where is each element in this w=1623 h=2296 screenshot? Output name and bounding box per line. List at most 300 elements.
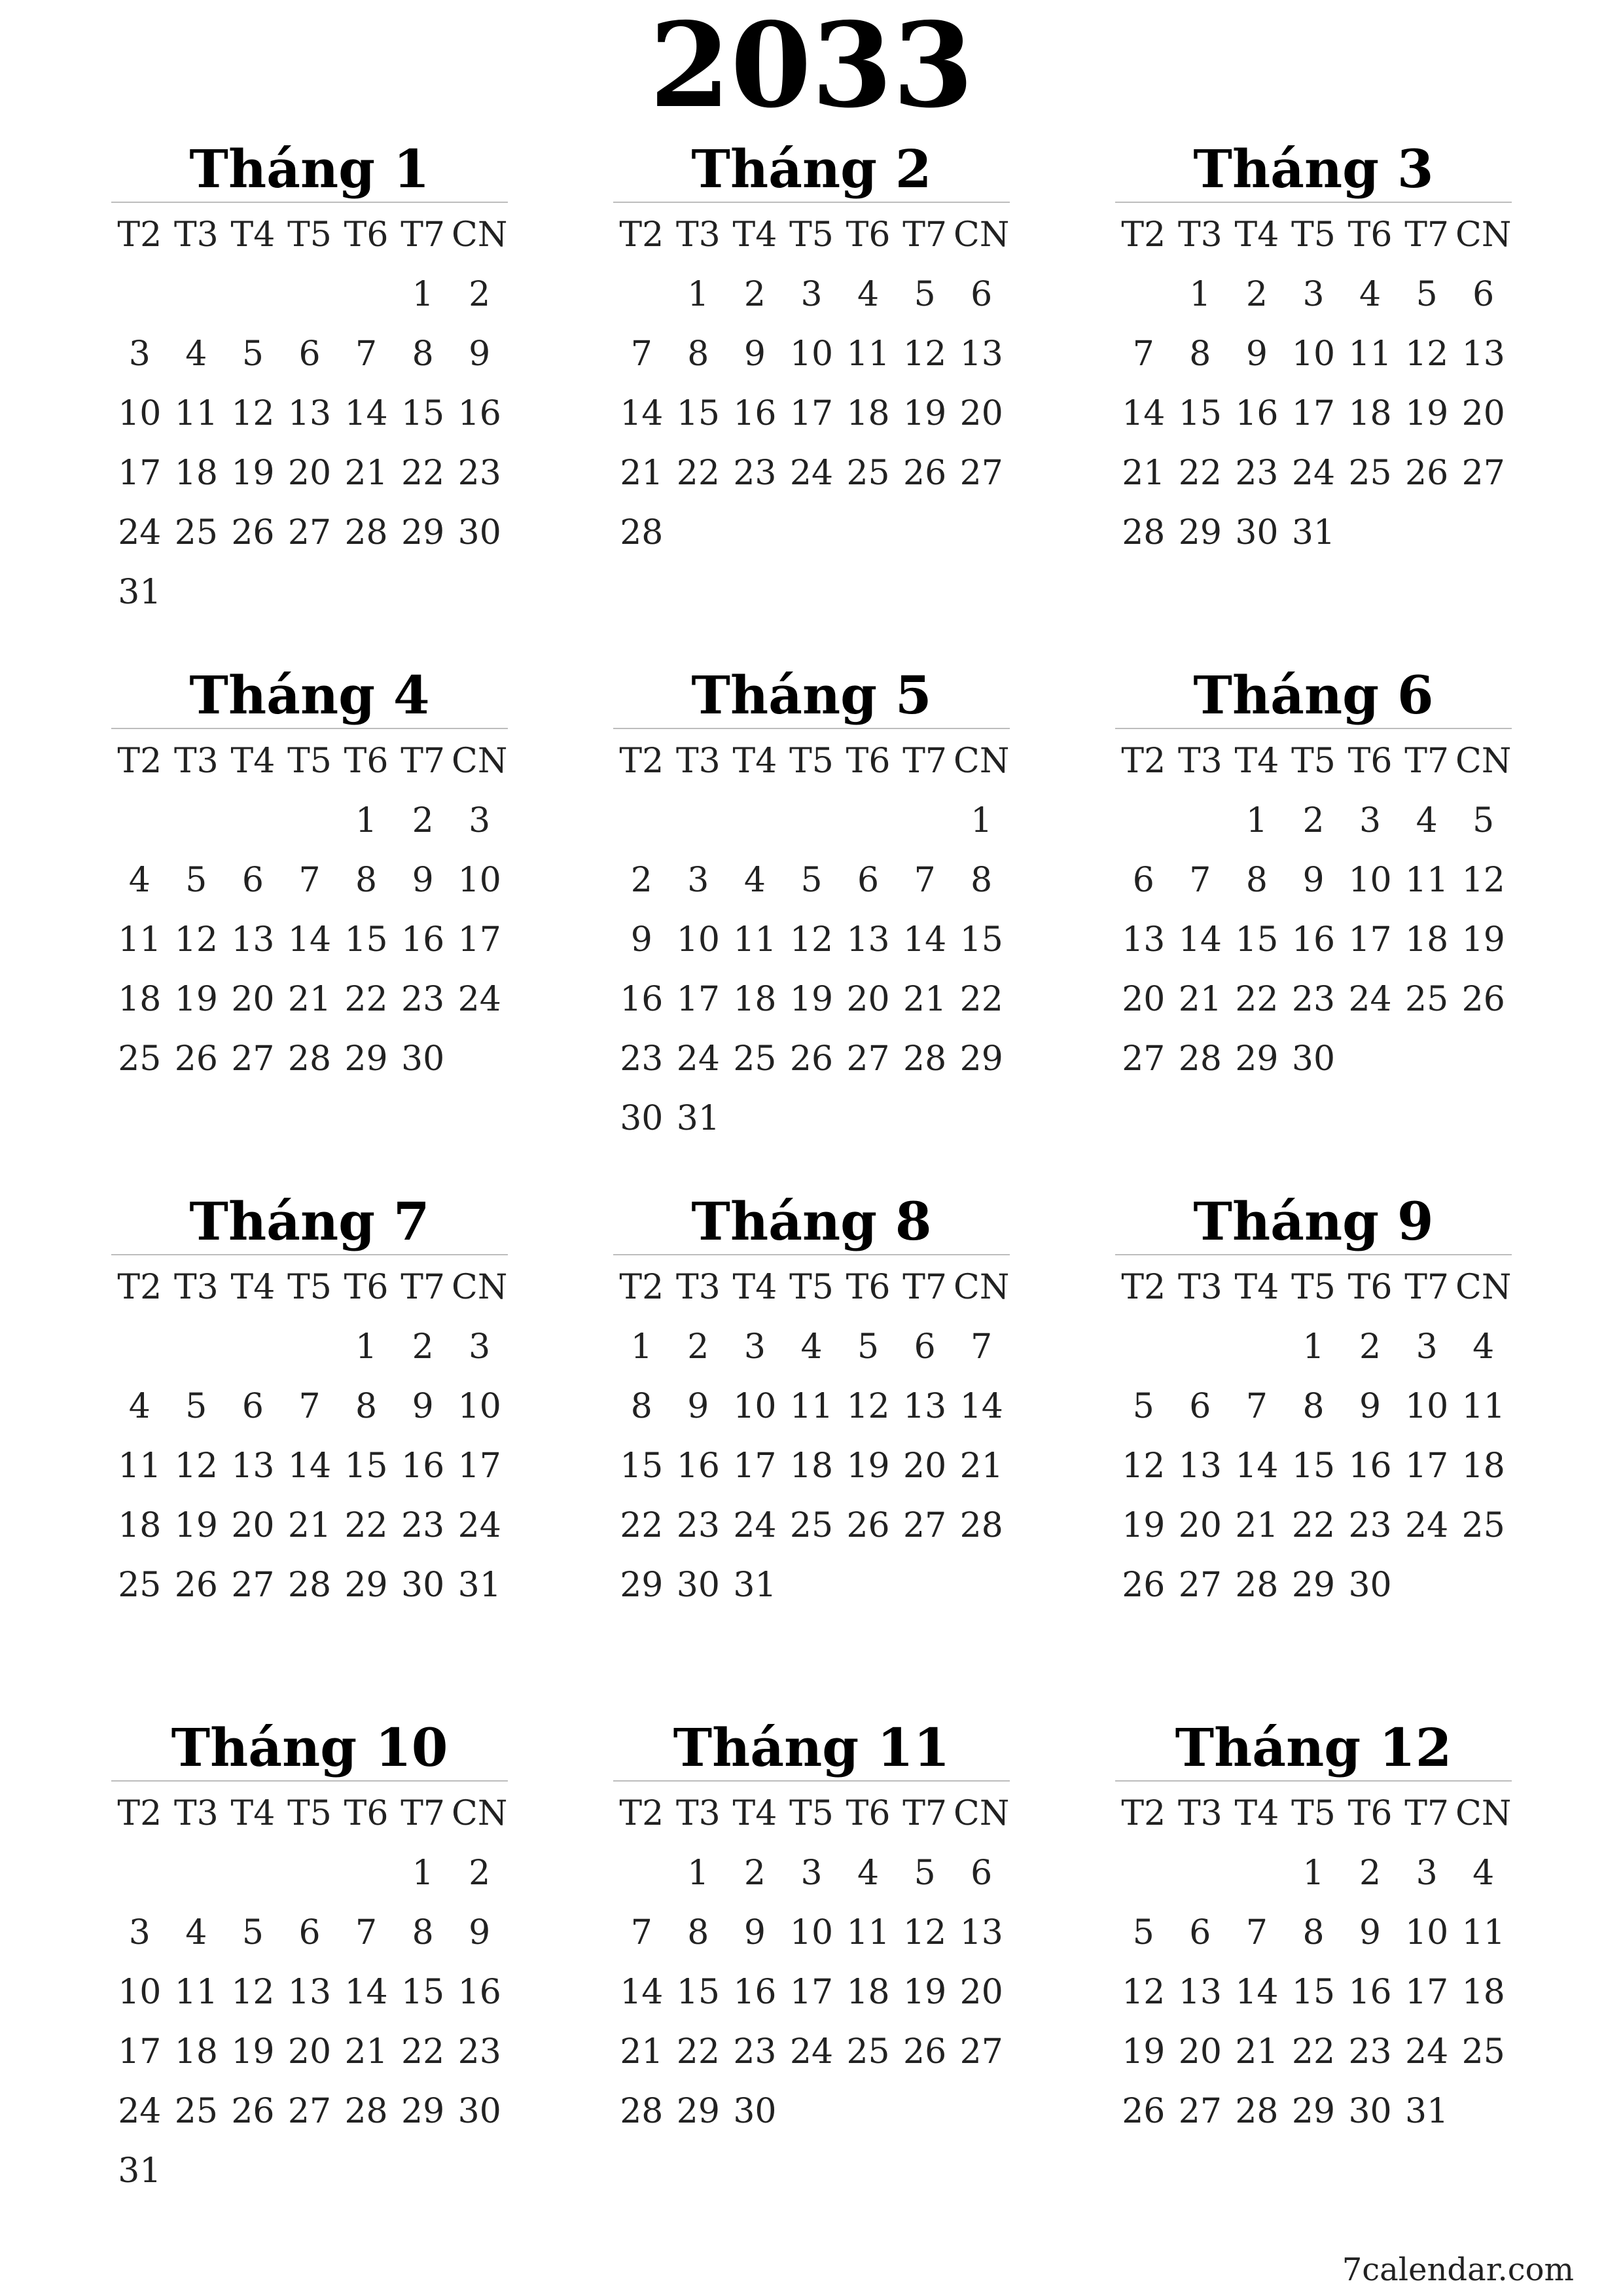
day-cell: 24 [1348,980,1392,1019]
day-cell: 29 [344,1039,388,1079]
day-cell: 10 [733,1387,777,1426]
day-cell: 19 [903,1973,947,2012]
day-cell: 26 [789,1039,834,1079]
day-cell: 16 [620,980,664,1019]
day-cell: 16 [457,394,501,433]
day-cell: 4 [1472,1327,1495,1367]
day-cell: 11 [1348,334,1392,374]
empty-day-cell [224,1318,281,1377]
month-title: Tháng 3 [1193,138,1434,200]
day-cell: 11 [174,1973,218,2012]
day-cell: 3 [1302,275,1325,314]
day-cell: 2 [1245,275,1268,314]
month-grid [613,1784,1010,2142]
day-cell: 20 [1461,394,1505,433]
weekday-header: T3 [173,1794,219,1833]
day-cell: 11 [789,1387,834,1426]
day-cell: 19 [231,2032,275,2072]
weekday-header: CN [1455,1794,1512,1833]
day-cell: 7 [355,1913,378,1952]
day-cell: 13 [1178,1973,1222,2012]
empty-day-cell [111,791,168,851]
day-cell: 24 [733,1506,777,1545]
month-grid [111,1258,508,1615]
day-cell: 11 [1461,1387,1505,1426]
day-cell: 23 [401,1506,445,1545]
day-cell: 26 [1122,1566,1166,1605]
day-cell: 16 [733,394,777,433]
day-cell: 24 [457,1506,501,1545]
day-cell: 9 [469,334,491,374]
day-cell: 3 [687,861,709,900]
day-cell: 1 [630,1327,652,1367]
day-cell: 13 [1122,920,1166,960]
empty-day-cell [1115,265,1172,325]
empty-day-cell [338,265,395,325]
day-cell: 8 [355,861,378,900]
day-cell: 24 [676,1039,720,1079]
day-cell: 3 [128,1913,151,1952]
day-cell: 22 [620,1506,664,1545]
day-cell: 28 [903,1039,947,1079]
weekday-header: T7 [902,1268,948,1307]
day-cell: 8 [630,1387,652,1426]
weekday-header: T4 [732,215,777,255]
day-cell: 5 [1132,1913,1154,1952]
weekday-header: T6 [846,1794,891,1833]
day-cell: 23 [1235,454,1279,493]
day-cell: 22 [344,1506,388,1545]
day-cell: 4 [857,1854,880,1893]
weekday-header: T3 [1177,1794,1222,1833]
day-cell: 21 [1122,454,1166,493]
day-cell: 5 [800,861,823,900]
weekday-header: T4 [230,215,276,255]
day-cell: 29 [1235,1039,1279,1079]
day-cell: 16 [401,1446,445,1486]
day-cell: 12 [174,1446,218,1486]
day-cell: 22 [401,454,445,493]
weekday-header: T4 [230,1794,276,1833]
day-cell: 17 [1348,920,1392,960]
day-cell: 19 [174,1506,218,1545]
day-cell: 25 [789,1506,834,1545]
weekday-header: T2 [117,742,162,781]
day-cell: 9 [743,334,766,374]
weekday-header: CN [452,1794,508,1833]
day-cell: 16 [401,920,445,960]
day-cell: 27 [1178,1566,1222,1605]
day-cell: 10 [1291,334,1336,374]
day-cell: 3 [469,1327,491,1367]
day-cell: 1 [1302,1327,1325,1367]
weekday-header: T2 [1121,1268,1166,1307]
empty-day-cell [224,1844,281,1903]
weekday-header: T2 [619,215,664,255]
day-cell: 22 [344,980,388,1019]
weekday-header: T4 [230,742,276,781]
day-cell: 19 [1405,394,1449,433]
day-cell: 4 [1359,275,1382,314]
day-cell: 15 [1291,1973,1336,2012]
day-cell: 25 [174,2092,218,2131]
day-cell: 26 [846,1506,890,1545]
weekday-header: T7 [401,742,446,781]
day-cell: 18 [118,980,162,1019]
day-cell: 15 [676,394,720,433]
day-cell: 30 [401,1039,445,1079]
day-cell: 5 [1472,801,1495,840]
day-cell: 5 [185,1387,207,1426]
day-cell: 20 [231,1506,275,1545]
day-cell: 6 [298,1913,321,1952]
day-cell: 13 [287,1973,332,2012]
day-cell: 16 [1348,1973,1392,2012]
day-cell: 12 [231,1973,275,2012]
day-cell: 9 [630,920,652,960]
empty-day-cell [111,265,168,325]
day-cell: 5 [241,1913,264,1952]
empty-day-cell [1115,1318,1172,1377]
day-cell: 28 [344,513,388,552]
day-cell: 1 [687,275,709,314]
day-cell: 7 [1245,1913,1268,1952]
day-cell: 18 [1405,920,1449,960]
month-grid [613,1258,1010,1615]
day-cell: 14 [344,394,388,433]
weekday-header: T6 [344,742,389,781]
day-cell: 7 [1189,861,1211,900]
day-cell: 12 [174,920,218,960]
day-cell: 20 [231,980,275,1019]
weekday-header: CN [452,215,508,255]
day-cell: 23 [1291,980,1336,1019]
day-cell: 6 [298,334,321,374]
day-cell: 13 [231,920,275,960]
day-cell: 11 [174,394,218,433]
weekday-header: T2 [619,742,664,781]
day-cell: 17 [789,394,834,433]
day-cell: 16 [733,1973,777,2012]
day-cell: 15 [1235,920,1279,960]
day-cell: 7 [298,861,321,900]
day-cell: 2 [469,1854,491,1893]
day-cell: 27 [959,2032,1003,2072]
weekday-header: T5 [789,215,834,255]
month-divider [613,202,1010,203]
day-cell: 14 [620,394,664,433]
day-cell: 27 [1461,454,1505,493]
empty-day-cell [1172,791,1229,851]
weekday-header: T7 [902,742,948,781]
day-cell: 5 [241,334,264,374]
day-cell: 22 [1291,1506,1336,1545]
empty-day-cell [338,1844,395,1903]
day-cell: 11 [1461,1913,1505,1952]
day-cell: 9 [743,1913,766,1952]
day-cell: 22 [676,454,720,493]
month-block [1115,657,1512,1089]
weekday-header: T3 [675,742,721,781]
weekday-header: T2 [1121,1794,1166,1833]
day-cell: 31 [118,573,162,612]
day-cell: 26 [903,2032,947,2072]
day-cell: 25 [118,1566,162,1605]
footer-site[interactable]: 7calendar.com [1342,2251,1574,2288]
day-cell: 25 [174,513,218,552]
month-grid [111,1784,508,2201]
day-cell: 31 [1291,513,1336,552]
month-block [613,131,1010,563]
day-cell: 28 [287,1039,332,1079]
month-title: Tháng 10 [171,1717,448,1778]
day-cell: 17 [118,2032,162,2072]
day-cell: 19 [903,394,947,433]
weekday-header: T6 [344,1268,389,1307]
day-cell: 19 [1122,2032,1166,2072]
day-cell: 21 [903,980,947,1019]
day-cell: 21 [1235,2032,1279,2072]
day-cell: 27 [231,1566,275,1605]
day-cell: 23 [620,1039,664,1079]
day-cell: 25 [1461,2032,1505,2072]
empty-day-cell [111,1318,168,1377]
month-divider [1115,1780,1512,1782]
day-cell: 23 [1348,2032,1392,2072]
day-cell: 15 [620,1446,664,1486]
day-cell: 17 [1405,1973,1449,2012]
weekday-header: T4 [1234,215,1279,255]
month-grid [111,732,508,1089]
day-cell: 26 [174,1039,218,1079]
month-title: Tháng 11 [673,1717,950,1778]
day-cell: 30 [620,1099,664,1138]
day-cell: 30 [1291,1039,1336,1079]
day-cell: 25 [846,454,890,493]
day-cell: 8 [1302,1387,1325,1426]
day-cell: 21 [344,2032,388,2072]
day-cell: 14 [287,1446,332,1486]
day-cell: 4 [1472,1854,1495,1893]
weekday-header: T6 [1347,1794,1393,1833]
weekday-header: T5 [287,1268,332,1307]
month-title: Tháng 2 [691,138,932,200]
weekday-header: T7 [902,1794,948,1833]
day-cell: 7 [914,861,936,900]
weekday-header: T2 [117,1794,162,1833]
day-cell: 24 [457,980,501,1019]
weekday-header: T7 [401,1268,446,1307]
empty-day-cell [1228,1844,1285,1903]
day-cell: 17 [118,454,162,493]
weekday-header: CN [954,215,1010,255]
day-cell: 30 [1235,513,1279,552]
day-cell: 1 [971,801,993,840]
weekday-header: CN [1455,742,1512,781]
day-cell: 29 [620,1566,664,1605]
day-cell: 8 [687,334,709,374]
month-block [613,1710,1010,2142]
day-cell: 2 [1302,801,1325,840]
day-cell: 12 [231,394,275,433]
day-cell: 14 [1235,1446,1279,1486]
day-cell: 20 [959,394,1003,433]
month-title: Tháng 5 [691,664,932,726]
year-title: 2033 [649,0,974,134]
weekday-header: T3 [173,215,219,255]
weekday-header: T5 [1291,742,1336,781]
day-cell: 19 [1122,1506,1166,1545]
weekday-header: T7 [1404,742,1450,781]
weekday-header: T7 [1404,1794,1450,1833]
weekday-header: T3 [675,1794,721,1833]
day-cell: 8 [1245,861,1268,900]
day-cell: 2 [743,275,766,314]
weekday-header: T7 [902,215,948,255]
day-cell: 15 [676,1973,720,2012]
day-cell: 13 [846,920,890,960]
month-title: Tháng 4 [189,664,430,726]
day-cell: 21 [344,454,388,493]
day-cell: 15 [401,394,445,433]
empty-day-cell [613,265,670,325]
day-cell: 8 [412,334,434,374]
day-cell: 27 [959,454,1003,493]
day-cell: 1 [687,1854,709,1893]
day-cell: 18 [846,1973,890,2012]
day-cell: 13 [287,394,332,433]
day-cell: 18 [1348,394,1392,433]
day-cell: 18 [1461,1446,1505,1486]
day-cell: 14 [1178,920,1222,960]
day-cell: 28 [1178,1039,1222,1079]
day-cell: 2 [412,801,434,840]
month-title: Tháng 8 [691,1191,932,1252]
day-cell: 17 [676,980,720,1019]
day-cell: 15 [1291,1446,1336,1486]
day-cell: 15 [344,1446,388,1486]
day-cell: 11 [1405,861,1449,900]
weekday-header: T5 [1291,1794,1336,1833]
weekday-header: T4 [230,1268,276,1307]
day-cell: 22 [401,2032,445,2072]
day-cell: 20 [287,454,332,493]
empty-day-cell [168,1318,225,1377]
day-cell: 15 [401,1973,445,2012]
day-cell: 6 [971,275,993,314]
month-grid [613,206,1010,563]
weekday-header: T5 [1291,215,1336,255]
weekday-header: T6 [1347,215,1393,255]
day-cell: 19 [231,454,275,493]
weekday-header: CN [1455,1268,1512,1307]
day-cell: 9 [1245,334,1268,374]
day-cell: 19 [789,980,834,1019]
day-cell: 26 [174,1566,218,1605]
day-cell: 23 [733,2032,777,2072]
empty-day-cell [168,1844,225,1903]
day-cell: 10 [1405,1913,1449,1952]
day-cell: 12 [846,1387,890,1426]
empty-day-cell [111,1844,168,1903]
day-cell: 12 [1405,334,1449,374]
weekday-header: T7 [1404,215,1450,255]
day-cell: 5 [914,1854,936,1893]
month-grid [1115,206,1512,563]
weekday-header: T3 [173,1268,219,1307]
day-cell: 21 [620,2032,664,2072]
day-cell: 15 [959,920,1003,960]
day-cell: 31 [118,2151,162,2191]
day-cell: 29 [959,1039,1003,1079]
weekday-header: T5 [789,1268,834,1307]
day-cell: 19 [1461,920,1505,960]
day-cell: 1 [412,1854,434,1893]
day-cell: 28 [1235,1566,1279,1605]
day-cell: 26 [903,454,947,493]
day-cell: 26 [231,513,275,552]
day-cell: 17 [457,1446,501,1486]
weekday-header: T6 [846,742,891,781]
day-cell: 16 [1291,920,1336,960]
day-cell: 9 [1359,1913,1382,1952]
day-cell: 3 [128,334,151,374]
day-cell: 14 [620,1973,664,2012]
day-cell: 16 [676,1446,720,1486]
day-cell: 14 [287,920,332,960]
day-cell: 27 [287,513,332,552]
weekday-header: T5 [1291,1268,1336,1307]
weekday-header: T6 [344,215,389,255]
month-divider [111,202,508,203]
empty-day-cell [726,791,783,851]
day-cell: 2 [469,275,491,314]
day-cell: 28 [620,2092,664,2131]
day-cell: 8 [412,1913,434,1952]
day-cell: 11 [733,920,777,960]
day-cell: 30 [733,2092,777,2131]
day-cell: 13 [959,1913,1003,1952]
day-cell: 27 [846,1039,890,1079]
empty-day-cell [1115,791,1172,851]
day-cell: 27 [1122,1039,1166,1079]
month-divider [111,1780,508,1782]
empty-day-cell [840,791,897,851]
day-cell: 4 [128,1387,151,1426]
day-cell: 20 [1122,980,1166,1019]
weekday-header: T2 [619,1268,664,1307]
day-cell: 3 [1416,1854,1438,1893]
day-cell: 25 [118,1039,162,1079]
day-cell: 13 [231,1446,275,1486]
day-cell: 2 [1359,1854,1382,1893]
day-cell: 6 [1132,861,1154,900]
weekday-header: CN [954,742,1010,781]
day-cell: 5 [185,861,207,900]
empty-day-cell [168,265,225,325]
day-cell: 5 [1132,1387,1154,1426]
month-block [1115,1183,1512,1615]
day-cell: 21 [1235,1506,1279,1545]
weekday-header: T3 [675,1268,721,1307]
day-cell: 1 [355,1327,378,1367]
month-block [1115,131,1512,563]
day-cell: 12 [1122,1973,1166,2012]
empty-day-cell [1172,1844,1229,1903]
day-cell: 2 [687,1327,709,1367]
day-cell: 14 [959,1387,1003,1426]
day-cell: 30 [457,2092,501,2131]
